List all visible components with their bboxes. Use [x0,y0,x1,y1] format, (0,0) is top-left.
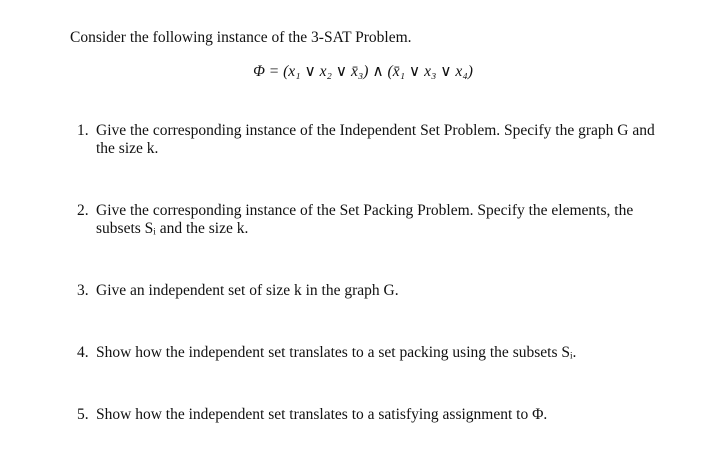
question-number: 1. [77,122,89,139]
sat-formula [0,62,716,81]
question-number: 4. [77,344,89,361]
formula-text: Φ = (x₁ ∨ x₂ ∨ x̄₃) ∧ (x̄₁ ∨ x₃ ∨ x₄) [253,63,473,80]
question-text: Give the corresponding instance of the Independent Set Problem. Specify the graph G and the size k. [96,122,655,157]
question-text: Give the corresponding instance of the Set Packing Problem. Specify the elements, the subsets Sᵢ and the size k. [96,202,634,237]
question-number: 2. [77,202,89,219]
question-text: Show how the independent set translates to a satisfying assignment to Φ. [96,406,548,423]
question-number: 5. [77,406,89,423]
question-text: Give an independent set of size k in the graph G. [96,282,399,299]
question-number: 3. [77,282,89,299]
question-2 [77,202,657,238]
intro-text: Consider the following instance of the 3-SAT Problem. [70,29,412,46]
question-1 [77,122,657,158]
question-3 [77,282,657,300]
question-5 [77,406,657,424]
question-4 [77,344,657,362]
question-text: Show how the independent set translates to a set packing using the subsets Sᵢ. [96,344,577,361]
